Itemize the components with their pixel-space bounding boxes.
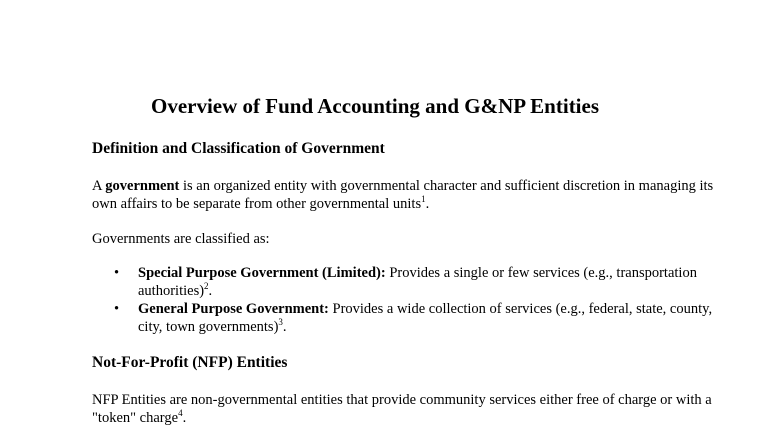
paragraph-text: is an organized entity with governmental character and sufficient discretion in managing its own affairs to be separate from other governmental units bbox=[92, 178, 714, 212]
paragraph-text: . bbox=[182, 410, 187, 426]
government-types-list bbox=[92, 264, 732, 336]
list-item-text: Provides a single or few services (e.g., transportation authorities) bbox=[138, 265, 697, 299]
bullet-marker: • bbox=[114, 301, 120, 317]
list-item bbox=[92, 300, 732, 336]
paragraph-text: NFP Entities are non-governmental entities that provide community services either free of charge or with a "token" charge bbox=[92, 392, 712, 426]
list-item-term: Special Purpose Government (Limited): bbox=[138, 265, 386, 281]
list-item-term: General Purpose Government: bbox=[138, 301, 329, 317]
list-item-text: Provides a wide collection of services (e.g., federal, state, county, city, town governments) bbox=[138, 301, 713, 335]
nfp-definition-paragraph bbox=[92, 391, 732, 427]
list-item-text: . bbox=[282, 319, 287, 335]
section-heading-government: Definition and Classification of Government bbox=[92, 140, 385, 157]
paragraph-text: A bbox=[92, 178, 106, 194]
defined-term: government bbox=[105, 178, 180, 194]
section-heading-nfp: Not-For-Profit (NFP) Entities bbox=[92, 354, 288, 371]
footnote-ref: 1 bbox=[421, 194, 426, 205]
government-definition-paragraph bbox=[92, 177, 732, 213]
footnote-ref: 4 bbox=[178, 408, 183, 419]
paragraph-text: . bbox=[425, 196, 430, 212]
footnote-ref: 2 bbox=[204, 281, 209, 292]
list-item bbox=[92, 264, 732, 300]
list-item-text: . bbox=[208, 283, 213, 299]
bullet-marker: • bbox=[114, 265, 120, 281]
footnote-ref: 3 bbox=[278, 317, 283, 328]
classification-intro-paragraph: Governments are classified as: bbox=[92, 231, 270, 247]
document-title: Overview of Fund Accounting and G&NP Entities bbox=[150, 94, 600, 118]
